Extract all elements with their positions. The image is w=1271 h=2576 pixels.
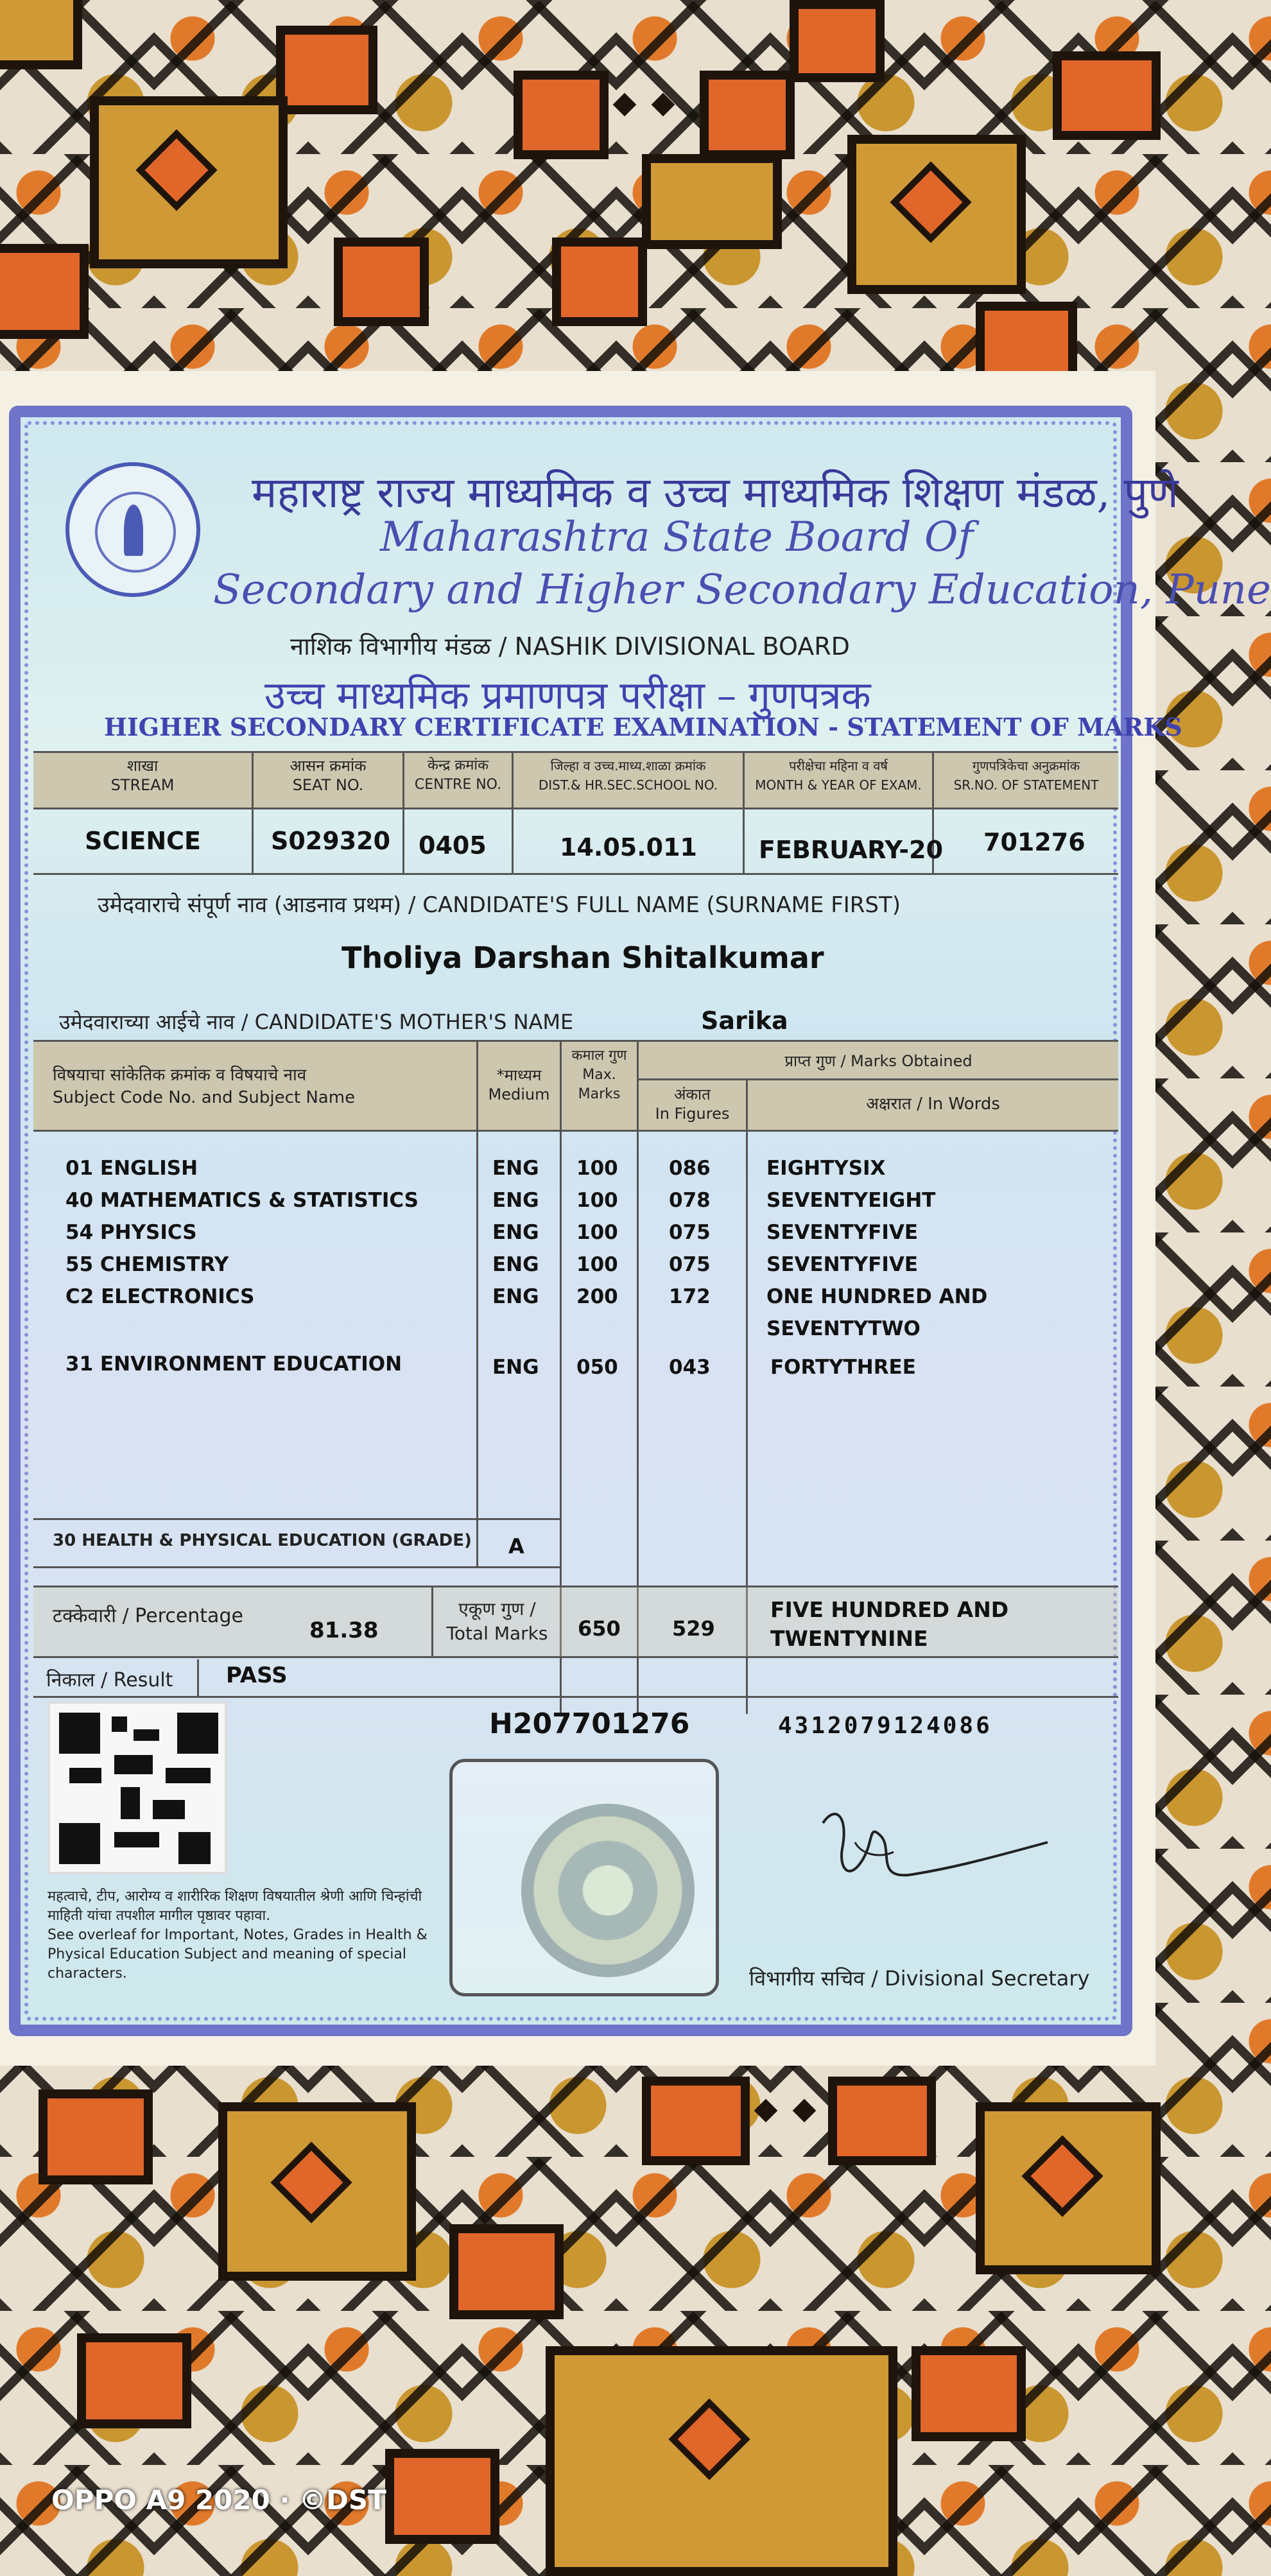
health-grade: A [508, 1534, 524, 1559]
subject-max: 050 [576, 1356, 618, 1379]
subject-words: SEVENTYFIVE [766, 1221, 919, 1244]
exam-title-english: HIGHER SECONDARY CERTIFICATE EXAMINATION - STATEMENT OF MARKS [104, 713, 1182, 741]
figures-col-header: अंकात In Figures [655, 1085, 730, 1123]
board-name-english-line2: Secondary and Higher Secondary Education, Pune [213, 566, 1271, 614]
fabric-background-top [0, 0, 1155, 385]
subject-words: FORTYTHREE [770, 1356, 916, 1379]
rule [33, 1586, 1118, 1587]
fabric-tile [790, 0, 885, 82]
qr-code [48, 1701, 227, 1874]
rule [33, 1040, 1118, 1042]
total-words-line1: FIVE HUNDRED AND [770, 1597, 1009, 1622]
subject-max: 100 [576, 1221, 618, 1244]
rule [431, 1586, 433, 1656]
fabric-tile [552, 238, 647, 326]
subject-figures: 075 [669, 1253, 711, 1276]
subject-max: 100 [576, 1189, 618, 1212]
exam-title-marathi: उच्च माध्यमिक प्रमाणपत्र परीक्षा – गुणपत्रक [264, 673, 871, 718]
subject-words: SEVENTYTWO [766, 1317, 921, 1340]
fabric-small-diamond [793, 2099, 817, 2123]
fabric-small-diamond [652, 93, 675, 117]
fabric-tile [0, 0, 82, 69]
fabric-tile [334, 238, 429, 326]
rule [33, 1130, 1118, 1132]
result-value: PASS [226, 1663, 288, 1688]
fabric-tile [700, 71, 795, 159]
subject-words: EIGHTYSIX [766, 1157, 886, 1180]
fabric-tile [912, 2346, 1026, 2441]
fabric-tile [828, 2077, 936, 2165]
signature-icon [810, 1797, 1054, 1900]
candidate-name-label: उमेदवाराचे संपूर्ण नाव (आडनाव प्रथम) / CANDIDATE'S FULL NAME (SURNAME FIRST) [98, 892, 901, 918]
fabric-tile [642, 2077, 750, 2165]
marks-obtained-header: प्राप्त गुण / Marks Obtained [784, 1052, 973, 1070]
fabric-tile [642, 154, 782, 249]
statement-no-value: 701276 [983, 828, 1085, 856]
exam-month-value: FEBRUARY-20 [759, 836, 944, 864]
subject-figures: 172 [669, 1285, 711, 1308]
school-no-header: जिल्हा व उच्च.माध्य.शाळा क्रमांक DIST.& HR.SEC.SCHOOL NO. [538, 758, 718, 793]
fabric-tile [77, 2333, 191, 2428]
overleaf-note-marathi: महत्वाचे, टीप, आरोग्य व शारीरिक शिक्षण विषयातील श्रेणी आणि चिन्हांची माहिती यांचा तपशील मागील पृष्ठावर पहावा. [48, 1889, 422, 1924]
board-name-marathi: महाराष्ट्र राज्य माध्यमिक व उच्च माध्यमिक शिक्षण मंडळ, पुणे [252, 468, 1179, 517]
subject-name: 55 CHEMISTRY [65, 1253, 229, 1276]
marks-statement-certificate [9, 406, 1271, 2036]
subject-name: C2 ELECTRONICS [65, 1285, 255, 1308]
subject-medium: ENG [492, 1221, 539, 1244]
subject-figures: 043 [669, 1356, 711, 1379]
school-no-value: 14.05.011 [560, 833, 697, 861]
serial-digits: 4312079124086 [778, 1713, 992, 1739]
medium-col-header: *माध्यम Medium [488, 1066, 550, 1103]
result-label: निकाल / Result [46, 1669, 173, 1691]
rule [637, 1078, 1118, 1080]
subject-max: 100 [576, 1253, 618, 1276]
board-name-english-line1: Maharashtra State Board Of [380, 514, 974, 561]
centre-no-header: केन्द्र क्रमांक CENTRE NO. [414, 757, 502, 793]
percentage-label: टक्केवारी / Percentage [53, 1605, 243, 1627]
overleaf-note-english: See overleaf for Important, Notes, Grades in Health & Physical Education Subject and meaning of special characters. [48, 1927, 428, 1982]
subject-name: 31 ENVIRONMENT EDUCATION [65, 1353, 402, 1376]
fabric-tile [276, 26, 377, 114]
stream-value: SCIENCE [85, 827, 202, 855]
max-marks-col-header: कमाल गुण Max. Marks [571, 1048, 627, 1102]
subject-name: 01 ENGLISH [65, 1157, 198, 1180]
mother-name: Sarika [701, 1007, 788, 1035]
total-marks-label: एकूण गुण / Total Marks [446, 1598, 548, 1644]
subject-name: 54 PHYSICS [65, 1221, 197, 1244]
rule [33, 873, 1118, 875]
seat-no-header: आसन क्रमांक SEAT NO. [290, 757, 367, 794]
divisional-secretary: विभागीय सचिव / Divisional Secretary [749, 1966, 1090, 1991]
fabric-tile [1053, 51, 1161, 140]
words-col-header: अक्षरात / In Words [866, 1094, 1000, 1114]
divisional-board: नाशिक विभागीय मंडळ / NASHIK DIVISIONAL BOARD [290, 632, 850, 661]
total-obtained: 529 [672, 1616, 715, 1641]
fabric-tile [385, 2449, 499, 2544]
board-seal-logo [65, 462, 200, 597]
centre-no-value: 0405 [419, 831, 487, 860]
rule [33, 808, 1118, 809]
total-max: 650 [578, 1616, 621, 1641]
subject-figures: 075 [669, 1221, 711, 1244]
subject-col-en: Subject Code No. and Subject Name [53, 1088, 356, 1107]
camera-watermark: OPPO A9 2020 · ©DST [51, 2484, 386, 2516]
certificate-code: H207701276 [489, 1707, 690, 1740]
rule [33, 1518, 560, 1520]
subject-max: 100 [576, 1157, 618, 1180]
fabric-small-diamond [613, 93, 637, 117]
subject-max: 200 [576, 1285, 618, 1308]
rule [33, 1696, 1118, 1698]
subject-medium: ENG [492, 1157, 539, 1180]
percentage-value: 81.38 [309, 1618, 379, 1643]
subject-medium: ENG [492, 1356, 539, 1379]
total-words-line2: TWENTYNINE [770, 1626, 928, 1651]
fabric-tile [449, 2224, 564, 2319]
subject-medium: ENG [492, 1285, 539, 1308]
subject-figures: 078 [669, 1189, 711, 1212]
subject-medium: ENG [492, 1253, 539, 1276]
subject-figures: 086 [669, 1157, 711, 1180]
rule [476, 1040, 478, 1566]
fabric-small-diamond [754, 2099, 778, 2123]
subject-col-mr: विषयाचा सांकेतिक क्रमांक व विषयाचे नाव [53, 1066, 307, 1085]
rule [33, 1656, 1118, 1658]
statement-no-header: गुणपत्रिकेचा अनुक्रमांक SR.NO. OF STATEMENT [953, 758, 1099, 793]
health-label: 30 HEALTH & PHYSICAL EDUCATION (GRADE) [53, 1531, 472, 1550]
candidate-name: Tholiya Darshan Shitalkumar [342, 940, 824, 975]
fabric-tile [39, 2089, 153, 2184]
stream-header: शाखा STREAM [110, 757, 175, 794]
hologram-seal-icon [521, 1804, 695, 1977]
mother-name-label: उमेदवाराच्या आईचे नाव / CANDIDATE'S MOTHER'S NAME [59, 1010, 574, 1034]
exam-month-header: परीक्षेचा महिना व वर्ष MONTH & YEAR OF EXAM. [755, 758, 922, 793]
rule [33, 1566, 560, 1568]
subject-medium: ENG [492, 1189, 539, 1212]
subject-words: SEVENTYFIVE [766, 1253, 919, 1276]
subject-words: ONE HUNDRED AND [766, 1285, 988, 1308]
subject-words: SEVENTYEIGHT [766, 1189, 936, 1212]
rule [33, 751, 1118, 753]
rule [197, 1659, 199, 1696]
subject-name: 40 MATHEMATICS & STATISTICS [65, 1189, 419, 1212]
lamp-icon [124, 505, 143, 556]
fabric-tile [0, 244, 89, 339]
fabric-tile [514, 71, 609, 159]
seat-no-value: S029320 [271, 827, 391, 855]
overleaf-note [48, 1887, 458, 1984]
